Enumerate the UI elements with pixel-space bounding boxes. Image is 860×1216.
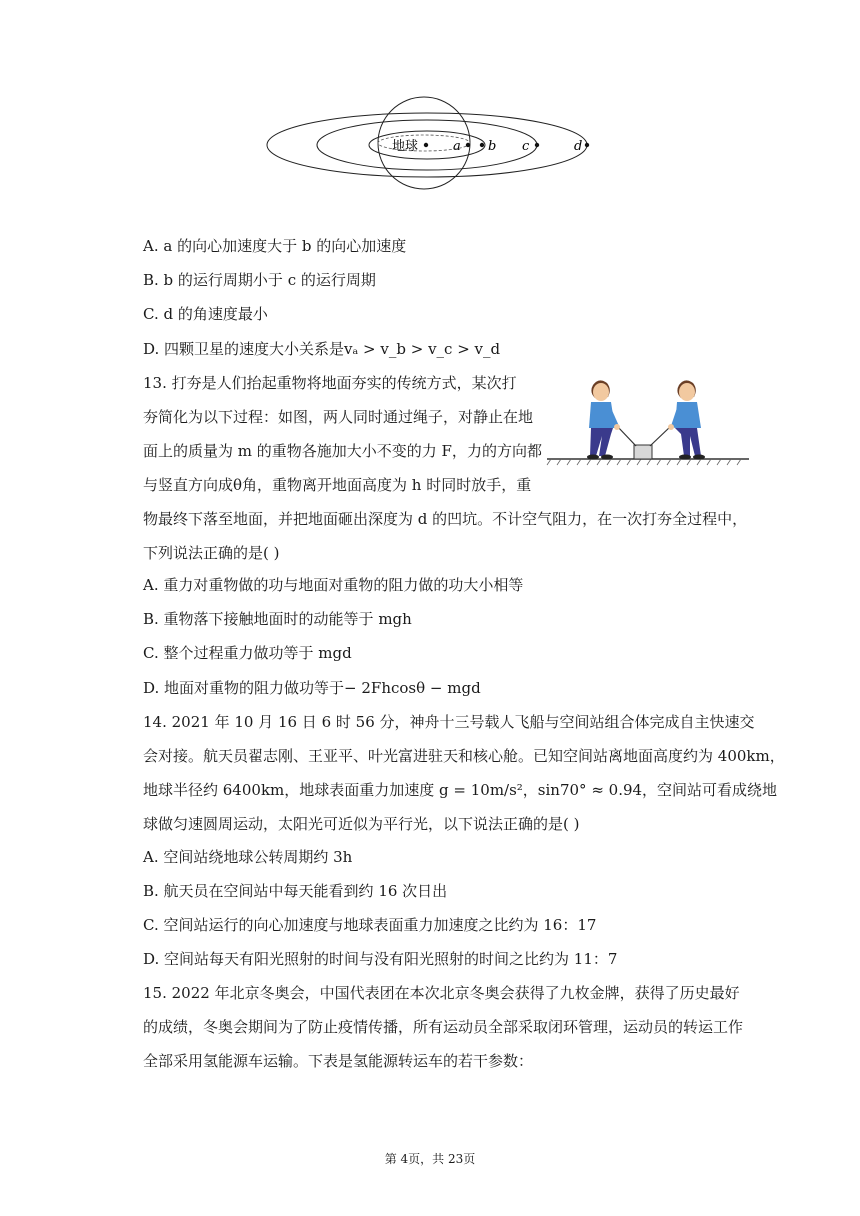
q12-option-d: D. 四颗卫星的速度大小关系是vₐ > v_b > v_c > v_d: [143, 340, 501, 358]
q13-line-1: 13. 打夯是人们抬起重物将地面夯实的传统方式，某次打: [143, 374, 517, 392]
rope-right: [650, 426, 671, 446]
q12-option-b: B. b 的运行周期小于 c 的运行周期: [143, 271, 376, 289]
earth-label: 地球: [392, 139, 419, 154]
q12-option-a: A. a 的向心加速度大于 b 的向心加速度: [143, 237, 407, 255]
sat-d: [585, 143, 589, 147]
q13-option-a: A. 重力对重物做的功与地面对重物的阻力做的功大小相等: [143, 576, 524, 594]
q14-option-a: A. 空间站绕地球公转周期约 3h: [143, 848, 353, 866]
q14-option-c: C. 空间站运行的向心加速度与地球表面重力加速度之比约为 16：17: [143, 916, 597, 934]
sat-c: [535, 143, 539, 147]
q13-line-5: 物最终下落至地面，并把地面砸出深度为 d 的凹坑。不计空气阻力，在一次打夯全过程中，: [143, 510, 748, 528]
q14-option-b: B. 航天员在空间站中每天能看到约 16 次日出: [143, 882, 448, 900]
sat-a: [466, 143, 470, 147]
heavy-object: [634, 445, 652, 459]
q13-line-4: 与竖直方向成θ角，重物离开地面高度为 h 时同时放手，重: [143, 476, 532, 494]
q14-line-3: 地球半径约 6400km，地球表面重力加速度 g = 10m/s²，sin70° ≈ 0.94，空间站可看成绕地: [143, 781, 778, 799]
sat-label-c: c: [522, 139, 530, 154]
person-left: [587, 380, 620, 459]
sat-b-dot: [480, 143, 484, 147]
q13-option-d: D. 地面对重物的阻力做功等于− 2Fhcosθ − mgd: [143, 679, 481, 697]
person-right: [668, 380, 705, 459]
q15-line-1: 15. 2022 年北京冬奥会，中国代表团在本次北京冬奥会获得了九枚金牌，获得了历史最好: [143, 984, 740, 1002]
q14-option-d: D. 空间站每天有阳光照射的时间与没有阳光照射的时间之比约为 11：7: [143, 950, 618, 968]
q12-option-c: C. d 的角速度最小: [143, 305, 268, 323]
q13-option-b: B. 重物落下接触地面时的动能等于 mgh: [143, 610, 412, 628]
q14-line-4: 球做匀速圆周运动，太阳光可近似为平行光，以下说法正确的是( ): [143, 815, 580, 833]
orbit-diagram: [262, 95, 598, 195]
page-footer: 第 4页，共 23页: [384, 1152, 476, 1166]
q13-line-6: 下列说法正确的是( ): [143, 544, 280, 562]
sat-label-d: d: [574, 139, 583, 154]
rope-left: [617, 426, 636, 446]
ground-hatch: [547, 459, 741, 465]
q15-line-3: 全部采用氢能源车运输。下表是氢能源转运车的若干参数：: [143, 1052, 534, 1070]
sat-label-a: a: [453, 139, 461, 154]
tamping-illustration: [545, 368, 751, 468]
earth-center-dot: [424, 143, 428, 147]
sat-label-b: b: [488, 139, 497, 154]
q13-line-3: 面上的质量为 m 的重物各施加大小不变的力 F，力的方向都: [143, 442, 542, 460]
q13-line-2: 夯简化为以下过程：如图，两人同时通过绳子，对静止在地: [143, 408, 534, 426]
q15-line-2: 的成绩，冬奥会期间为了防止疫情传播，所有运动员全部采取闭环管理，运动员的转运工作: [143, 1018, 744, 1036]
q13-option-c: C. 整个过程重力做功等于 mgd: [143, 644, 352, 662]
q14-line-2: 会对接。航天员翟志刚、王亚平、叶光富进驻天和核心舱。已知空间站离地面高度约为 400km，: [143, 747, 785, 765]
q14-line-1: 14. 2021 年 10 月 16 日 6 时 56 分，神舟十三号载人飞船与空间站组合体完成自主快速交: [143, 713, 755, 731]
